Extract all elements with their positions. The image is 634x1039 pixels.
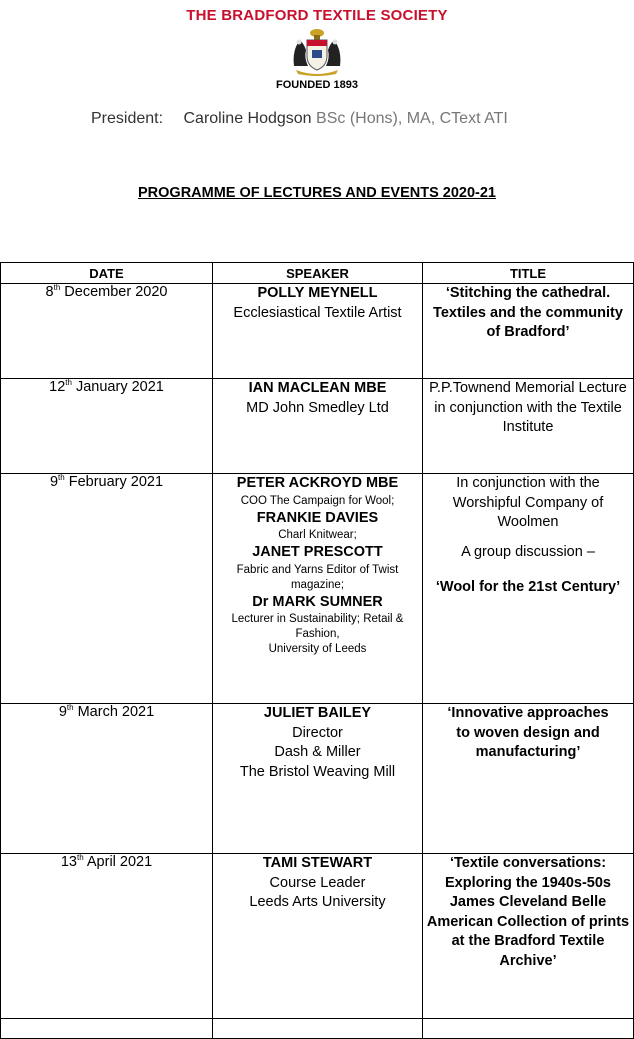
speaker-name: JULIET BAILEY: [263, 705, 372, 721]
table-row: [1, 1019, 634, 1039]
programme-heading: [0, 185, 634, 201]
programme-title: PROGRAMME OF LECTURES AND EVENTS 2020-21: [138, 185, 496, 201]
speaker-role: Fabric and Yarns Editor of Twist magazine;: [236, 563, 399, 591]
event-date: 9th February 2021: [1, 474, 213, 704]
speaker-org: Dash & Miller: [274, 744, 361, 760]
speaker-name: POLLY MEYNELL: [257, 285, 378, 301]
title-line: A group discussion –: [461, 543, 595, 560]
speaker-name: PETER ACKROYD MBE: [236, 475, 399, 491]
speaker-role: University of Leeds: [268, 643, 367, 655]
speaker-role: Course Leader: [269, 874, 366, 891]
event-title: ‘Textile conversations: Exploring the 1940s-50s James Cleveland Belle American Collection of prints at the Bradford Textile Archive’: [423, 854, 634, 1019]
header-title: TITLE: [423, 263, 634, 284]
speaker-name: IAN MACLEAN MBE: [248, 380, 387, 396]
programme-table: [0, 262, 634, 1039]
table-row: [1, 474, 634, 704]
society-title: THE BRADFORD TEXTILE SOCIETY: [186, 7, 448, 24]
event-title: ‘Innovative approaches to woven design and manufacturing’: [423, 704, 634, 854]
table-row: [1, 704, 634, 854]
event-speaker: [213, 854, 423, 1019]
table-row: [1, 854, 634, 1019]
speaker-role: COO The Campaign for Wool;: [240, 494, 395, 507]
event-title: [423, 474, 634, 704]
speaker-name: JANET PRESCOTT: [252, 544, 383, 560]
president-label: President:: [91, 110, 164, 127]
speaker-role: MD John Smedley Ltd: [246, 399, 389, 416]
president-qualifications: BSc (Hons), MA, CText ATI: [316, 110, 508, 127]
speaker-org: The Bristol Weaving Mill: [239, 763, 396, 780]
table-row: [1, 284, 634, 379]
speaker-role: Lecturer in Sustainability; Retail & Fashion,: [231, 613, 404, 640]
event-speaker: [213, 704, 423, 854]
president-name: Caroline Hodgson: [183, 110, 312, 127]
event-date: 9th March 2021: [1, 704, 213, 854]
table-row: [1, 379, 634, 474]
speaker-name: Dr MARK SUMNER: [252, 593, 383, 610]
speaker-org: Leeds Arts University: [249, 894, 386, 910]
event-date: 13th April 2021: [1, 854, 213, 1019]
title-line: ‘Wool for the 21st Century’: [435, 579, 621, 595]
event-speaker: [213, 284, 423, 379]
event-date: 8th December 2020: [1, 284, 213, 379]
event-title: ‘Stitching the cathedral. Textiles and the community of Bradford’: [423, 284, 634, 379]
table-header-row: [1, 263, 634, 284]
president-line: [91, 110, 508, 128]
event-speaker: [213, 379, 423, 474]
event-date: 12th January 2021: [1, 379, 213, 474]
speaker-role: Ecclesiastical Textile Artist: [233, 304, 402, 321]
speaker-role: Charl Knitwear;: [278, 529, 357, 541]
header-date: DATE: [1, 263, 213, 284]
speaker-name: FRANKIE DAVIES: [256, 509, 379, 526]
speaker-name: TAMI STEWART: [262, 855, 373, 871]
speaker-role: Director: [292, 724, 343, 741]
title-line: In conjunction with the Worshipful Company of Woolmen: [452, 475, 604, 530]
event-speaker: [213, 474, 423, 704]
founded-year: FOUNDED 1893: [276, 79, 358, 91]
event-title: P.P.Townend Memorial Lecture in conjunction with the Textile Institute: [423, 379, 634, 474]
coat-of-arms-icon: [290, 26, 344, 76]
header-speaker: SPEAKER: [213, 263, 423, 284]
